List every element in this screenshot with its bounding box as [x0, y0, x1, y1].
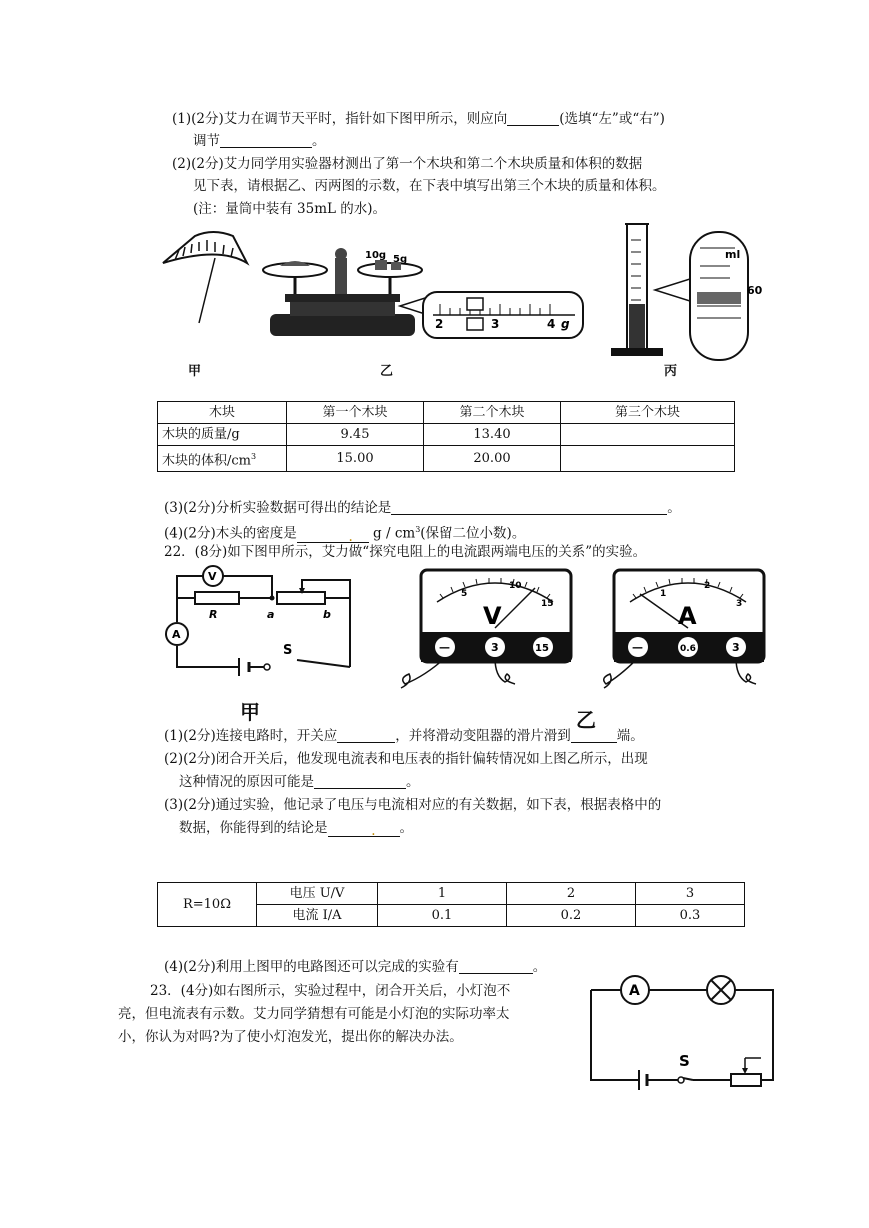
table-cell: 13.40: [424, 424, 561, 446]
balance-scale: [263, 248, 422, 336]
table-header: 木块: [158, 402, 287, 424]
voltage-current-table: [157, 882, 745, 927]
svg-text:—: —: [439, 641, 450, 654]
q22-intro: 22．(8分)如下图甲所示，艾力做“探究电阻上的电流跟两端电压的关系”的实验。: [164, 544, 647, 560]
answer-cell[interactable]: [561, 424, 735, 446]
table-cell: 电压 U/V: [257, 883, 378, 905]
svg-text:15: 15: [541, 599, 554, 609]
table-header: 第一个木块: [287, 402, 424, 424]
ammeter-letter: A: [678, 602, 697, 630]
rheostat-icon: [277, 592, 325, 604]
circuit-diagram-23: [585, 968, 785, 1088]
svg-text:10: 10: [509, 581, 522, 591]
table-cell: 木块的体积$/cm^3$: [158, 446, 287, 472]
svg-text:a: a: [267, 608, 275, 621]
answer-cell[interactable]: [561, 446, 735, 472]
svg-text:V: V: [208, 570, 217, 583]
graduated-cylinder: [611, 224, 763, 360]
q21-part3: (3)(2分)分析实验数据可得出的结论是 。: [164, 500, 681, 516]
svg-text:b: b: [323, 608, 331, 621]
scale-tick-4: 4: [547, 317, 556, 331]
table-cell: 0.3: [636, 905, 745, 927]
q23-line1: 23．(4分)如右图所示，实验过程中，闭合开关后，小灯泡不: [150, 983, 511, 999]
answer-blank[interactable]: [571, 728, 617, 743]
answer-blank[interactable]: [391, 500, 667, 515]
table-cell: 木块的质量/g: [158, 424, 287, 446]
scale-tick-2: 2: [435, 317, 444, 331]
fig-label-bing: 丙: [664, 364, 678, 379]
scale-callout: [400, 292, 583, 338]
table-cell: R=10Ω: [158, 883, 257, 927]
q22-part1: (1)(2分)连接电路时，开关应 ，并将滑动变阻器的滑片滑到 端。: [164, 728, 644, 744]
table-header-row: [158, 402, 735, 424]
svg-text:S: S: [679, 1052, 690, 1070]
table-cell: 电流 I/A: [257, 905, 378, 927]
svg-text:15: 15: [535, 643, 549, 654]
svg-text:R: R: [209, 608, 218, 621]
svg-text:A: A: [629, 983, 640, 999]
svg-text:2: 2: [704, 581, 711, 591]
answer-blank[interactable]: [507, 111, 559, 126]
q22-part4: (4)(2分)利用上图甲的电路图还可以完成的实验有 。: [164, 959, 547, 975]
svg-text:0.6: 0.6: [680, 644, 696, 654]
rheostat-icon: [731, 1074, 761, 1086]
table-row: [158, 424, 735, 446]
table-cell: 0.2: [507, 905, 636, 927]
table-cell: 1: [378, 883, 507, 905]
cylinder-mark-60: 60: [747, 284, 763, 297]
table-row: [158, 446, 735, 472]
q22-part3-cont: 数据，你能得到的结论是 . 。: [179, 820, 413, 839]
wood-block-table: [157, 401, 735, 472]
svg-text:1: 1: [660, 589, 667, 599]
q21-part2-note: (注：量筒中装有 35mL 的水)。: [193, 201, 387, 217]
svg-text:3: 3: [491, 641, 499, 654]
table-row: [158, 883, 745, 905]
table-cell: 20.00: [424, 446, 561, 472]
fig-label-yi-22: 乙: [576, 708, 596, 732]
balance-figure: [155, 218, 763, 378]
q21-part4: (4)(2分)木头的密度是 . g / $cm^3$(保留二位小数)。: [164, 525, 526, 545]
fig-label-yi: 乙: [380, 364, 394, 379]
weight-label-5g: 5g: [393, 254, 408, 265]
table-cell: 3: [636, 883, 745, 905]
svg-text:S: S: [283, 643, 293, 658]
svg-text:5: 5: [461, 589, 468, 599]
table-cell: 9.45: [287, 424, 424, 446]
cylinder-unit: ml: [725, 248, 741, 261]
pointer-gauge: [163, 232, 247, 323]
ammeter-dial: [600, 566, 780, 696]
q23-line2: 亮，但电流表有示数。艾力同学猜想有可能是小灯泡的实际功率太: [118, 1006, 510, 1022]
voltmeter-letter: V: [483, 602, 502, 630]
svg-text:3: 3: [736, 599, 743, 609]
answer-blank[interactable]: [220, 133, 312, 148]
circuit-diagram-jia: [157, 562, 357, 682]
table-cell: 15.00: [287, 446, 424, 472]
fig-label-jia: 甲: [188, 364, 202, 379]
q21-part2: (2)(2分)艾力同学用实验器材测出了第一个木块和第二个木块质量和体积的数据: [172, 156, 643, 172]
svg-text:—: —: [632, 641, 643, 654]
scale-unit: g: [561, 317, 570, 331]
answer-blank[interactable]: [314, 774, 406, 789]
table-header: 第三个木块: [561, 402, 735, 424]
q23-line3: 小，你认为对吗?为了使小灯泡发光，提出你的解决办法。: [118, 1029, 463, 1045]
weight-label-10g: 10g: [365, 250, 387, 261]
fig-label-jia-22: 甲: [240, 700, 260, 724]
q21-part1-cont: 调节 。: [193, 133, 326, 149]
answer-blank[interactable]: .: [297, 528, 369, 543]
table-cell: 2: [507, 883, 636, 905]
answer-blank[interactable]: [459, 959, 533, 974]
q21-part1: (1)(2分)艾力在调节天平时，指针如下图甲所示，则应向 (选填“左”或“右”): [172, 111, 665, 127]
table-header: 第二个木块: [424, 402, 561, 424]
scale-tick-3: 3: [491, 317, 500, 331]
svg-text:A: A: [172, 628, 181, 641]
resistor-icon: [195, 592, 239, 604]
table-cell: 0.1: [378, 905, 507, 927]
q21-part2-line2: 见下表，请根据乙、丙两图的示数，在下表中填写出第三个木块的质量和体积。: [193, 178, 666, 194]
q22-part2-cont: 这种情况的原因可能是 。: [179, 774, 420, 790]
q22-part2: (2)(2分)闭合开关后，他发现电流表和电压表的指针偏转情况如上图乙所示，出现: [164, 751, 648, 767]
q22-part3: (3)(2分)通过实验，他记录了电压与电流相对应的有关数据，如下表，根据表格中的: [164, 797, 662, 813]
voltmeter-dial: [395, 566, 587, 696]
answer-blank[interactable]: [337, 728, 395, 743]
svg-text:3: 3: [732, 641, 740, 654]
answer-blank[interactable]: .: [328, 822, 400, 837]
